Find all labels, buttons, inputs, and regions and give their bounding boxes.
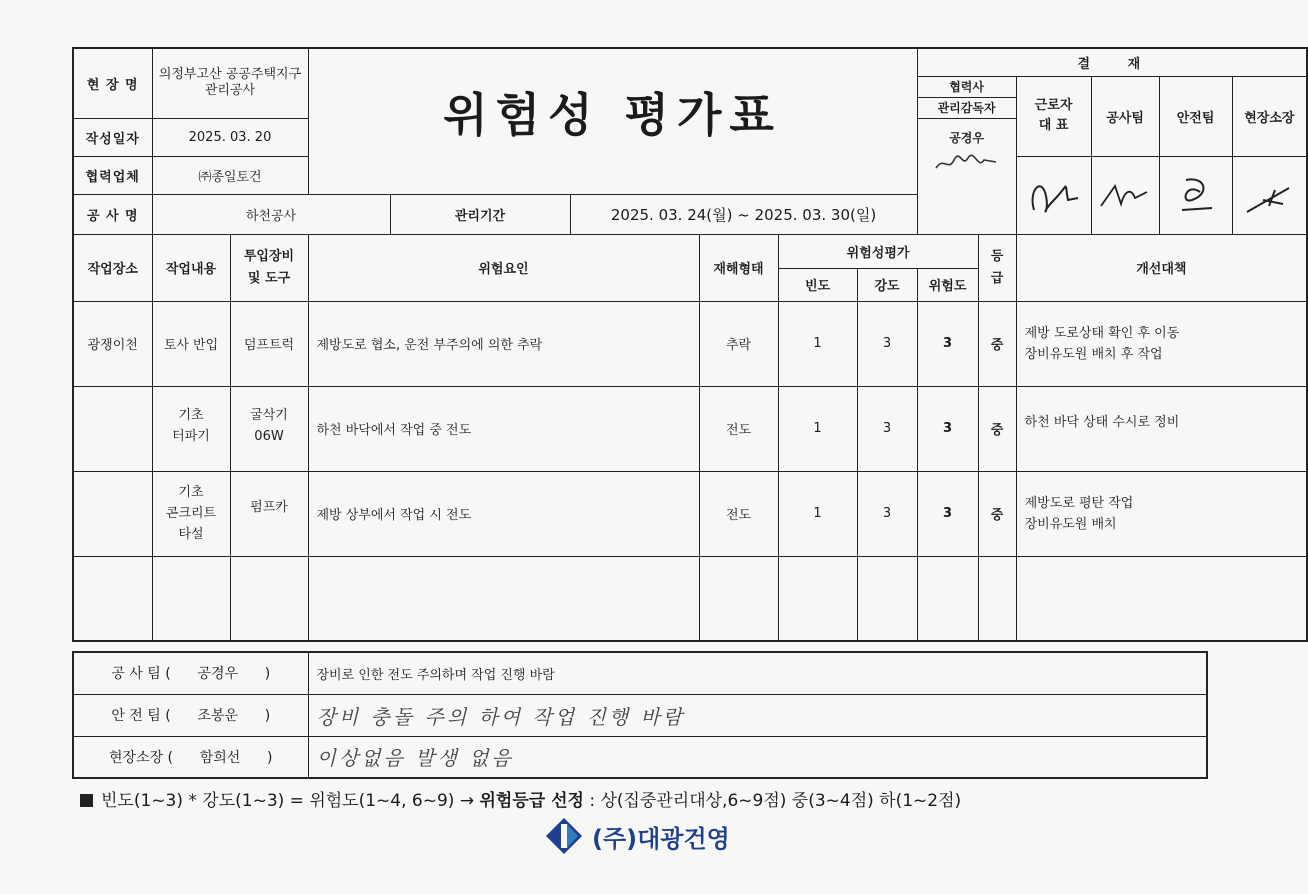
approval-col1-line1: 협력사 <box>949 79 984 94</box>
cell-measure <box>1016 556 1307 641</box>
cell-equip <box>230 556 308 641</box>
signature-2 <box>1024 170 1084 220</box>
cell-work: 기초 콘크리트 타설 <box>152 471 230 556</box>
comment-name: 조봉운 <box>197 708 238 724</box>
cell-hazard: 제방 상부에서 작업 시 전도 <box>308 471 699 556</box>
col-freq: 빈도 <box>778 268 857 301</box>
cell-work: 토사 반입 <box>152 301 230 386</box>
approval-sign-5 <box>1232 156 1307 234</box>
col-sev: 강도 <box>857 268 917 301</box>
period-value: 2025. 03. 24(월) ~ 2025. 03. 30(일) <box>570 194 917 234</box>
risk-formula-note <box>80 786 1240 811</box>
approval-sign-3 <box>1091 156 1159 234</box>
period-label: 관리기간 <box>390 194 570 234</box>
cell-work: 기초 터파기 <box>152 386 230 471</box>
comment-close: ) <box>267 749 273 766</box>
cell-risk: 3 <box>917 301 978 386</box>
cell-equip: 펌프카 <box>230 471 308 556</box>
cell-sev <box>857 556 917 641</box>
approval-col4: 안전팀 <box>1159 76 1232 156</box>
comment-text-handwritten: 이상없음 발생 없음 <box>308 736 1207 778</box>
approval-sign-4 <box>1159 156 1232 234</box>
col-grade: 등 급 <box>978 234 1016 301</box>
cell-equip: 덤프트럭 <box>230 301 308 386</box>
cell-type <box>699 556 778 641</box>
site-value: 의정부고산 공공주택지구 관리공사 <box>152 48 308 118</box>
comment-text-handwritten: 장비 충돌 주의 하여 작업 진행 바람 <box>308 694 1207 736</box>
cell-hazard <box>308 556 699 641</box>
comment-who <box>73 694 308 736</box>
cell-place: 광쟁이천 <box>73 301 152 386</box>
col-measure: 개선대책 <box>1016 234 1307 301</box>
table-row <box>73 556 1307 641</box>
cell-equip: 굴삭기 06W <box>230 386 308 471</box>
comment-who <box>73 652 308 694</box>
approval-col1-name: 공경우 <box>949 130 984 145</box>
approval-col1-line2: 관리감독자 <box>918 97 1016 118</box>
comment-row <box>73 736 1207 778</box>
site-label: 현 장 명 <box>73 48 152 118</box>
approval-col1 <box>917 76 1016 118</box>
grade-label: 위험등급 선정 <box>479 791 584 811</box>
cell-type: 전도 <box>699 471 778 556</box>
signature-1 <box>932 146 1002 176</box>
cell-risk <box>917 556 978 641</box>
col-place: 작업장소 <box>73 234 152 301</box>
comment-row <box>73 652 1207 694</box>
grade-text: : 상(집중관리대상,6~9점) 중(3~4점) 하(1~2점) <box>589 791 962 811</box>
cell-measure: 제방 도로상태 확인 후 이동 장비유도원 배치 후 작업 <box>1016 301 1307 386</box>
cell-risk: 3 <box>917 386 978 471</box>
comment-who <box>73 736 308 778</box>
partner-value: ㈜종일토건 <box>152 156 308 194</box>
date-label: 작성일자 <box>73 118 152 156</box>
company-logo <box>544 816 730 856</box>
project-label: 공 사 명 <box>73 194 152 234</box>
cell-place <box>73 386 152 471</box>
col-hazard: 위험요인 <box>308 234 699 301</box>
table-row <box>73 301 1307 386</box>
cell-place <box>73 471 152 556</box>
comment-close: ) <box>264 708 271 724</box>
cell-freq: 1 <box>778 471 857 556</box>
table-row <box>73 386 1307 471</box>
formula-text: 빈도(1~3) * 강도(1~3) = 위험도(1~4, 6~9) → <box>101 791 475 811</box>
page-title-text: 위험성 평가표 <box>443 88 782 142</box>
approval-sign-2 <box>1016 156 1091 234</box>
cell-hazard: 제방도로 협소, 운전 부주의에 의한 추락 <box>308 301 699 386</box>
comment-text: 장비로 인한 전도 주의하며 작업 진행 바람 <box>308 652 1207 694</box>
square-bullet-icon <box>80 794 93 807</box>
comment-name: 공경우 <box>197 666 238 683</box>
approval-col3: 공사팀 <box>1091 76 1159 156</box>
project-value: 하천공사 <box>152 194 390 234</box>
cell-grade: 중 <box>978 471 1016 556</box>
cell-sev: 3 <box>857 386 917 471</box>
company-name: (주)대광건영 <box>592 824 730 853</box>
cell-type: 추락 <box>699 301 778 386</box>
cell-grade: 중 <box>978 301 1016 386</box>
comment-label: 안 전 팀 ( <box>111 708 171 724</box>
cell-freq <box>778 556 857 641</box>
approval-sign-1 <box>917 118 1016 234</box>
cell-risk: 3 <box>917 471 978 556</box>
signature-5 <box>1239 170 1299 220</box>
cell-place <box>73 556 152 641</box>
cell-work <box>152 556 230 641</box>
cell-sev: 3 <box>857 301 917 386</box>
page-title <box>308 48 917 194</box>
col-eval: 위험성평가 <box>778 234 978 268</box>
comment-close: ) <box>264 666 271 683</box>
comment-row <box>73 694 1207 736</box>
signature-4 <box>1166 170 1226 220</box>
cell-type: 전도 <box>699 386 778 471</box>
cell-measure: 하천 바닥 상태 수시로 정비 <box>1016 386 1307 471</box>
comment-label: 현장소장 ( <box>109 749 174 766</box>
risk-assessment-table <box>72 47 1308 642</box>
cell-freq: 1 <box>778 301 857 386</box>
company-logo-icon <box>544 816 584 856</box>
col-equip: 투입장비 및 도구 <box>230 234 308 301</box>
col-type: 재해형태 <box>699 234 778 301</box>
comment-name: 함희선 <box>199 749 241 766</box>
col-risk: 위험도 <box>917 268 978 301</box>
approval-col5: 현장소장 <box>1232 76 1307 156</box>
cell-freq: 1 <box>778 386 857 471</box>
cell-hazard: 하천 바닥에서 작업 중 전도 <box>308 386 699 471</box>
comments-table <box>72 651 1208 779</box>
partner-label: 협력업체 <box>73 156 152 194</box>
date-value: 2025. 03. 20 <box>152 118 308 156</box>
col-work: 작업내용 <box>152 234 230 301</box>
approval-title: 결 재 <box>917 48 1307 76</box>
signature-3 <box>1095 170 1155 220</box>
cell-grade <box>978 556 1016 641</box>
table-row <box>73 471 1307 556</box>
cell-measure: 제방도로 평탄 작업 장비유도원 배치 <box>1016 471 1307 556</box>
cell-grade: 중 <box>978 386 1016 471</box>
comment-label: 공 사 팀 ( <box>111 666 171 683</box>
approval-col2: 근로자 대 표 <box>1016 76 1091 156</box>
cell-sev: 3 <box>857 471 917 556</box>
